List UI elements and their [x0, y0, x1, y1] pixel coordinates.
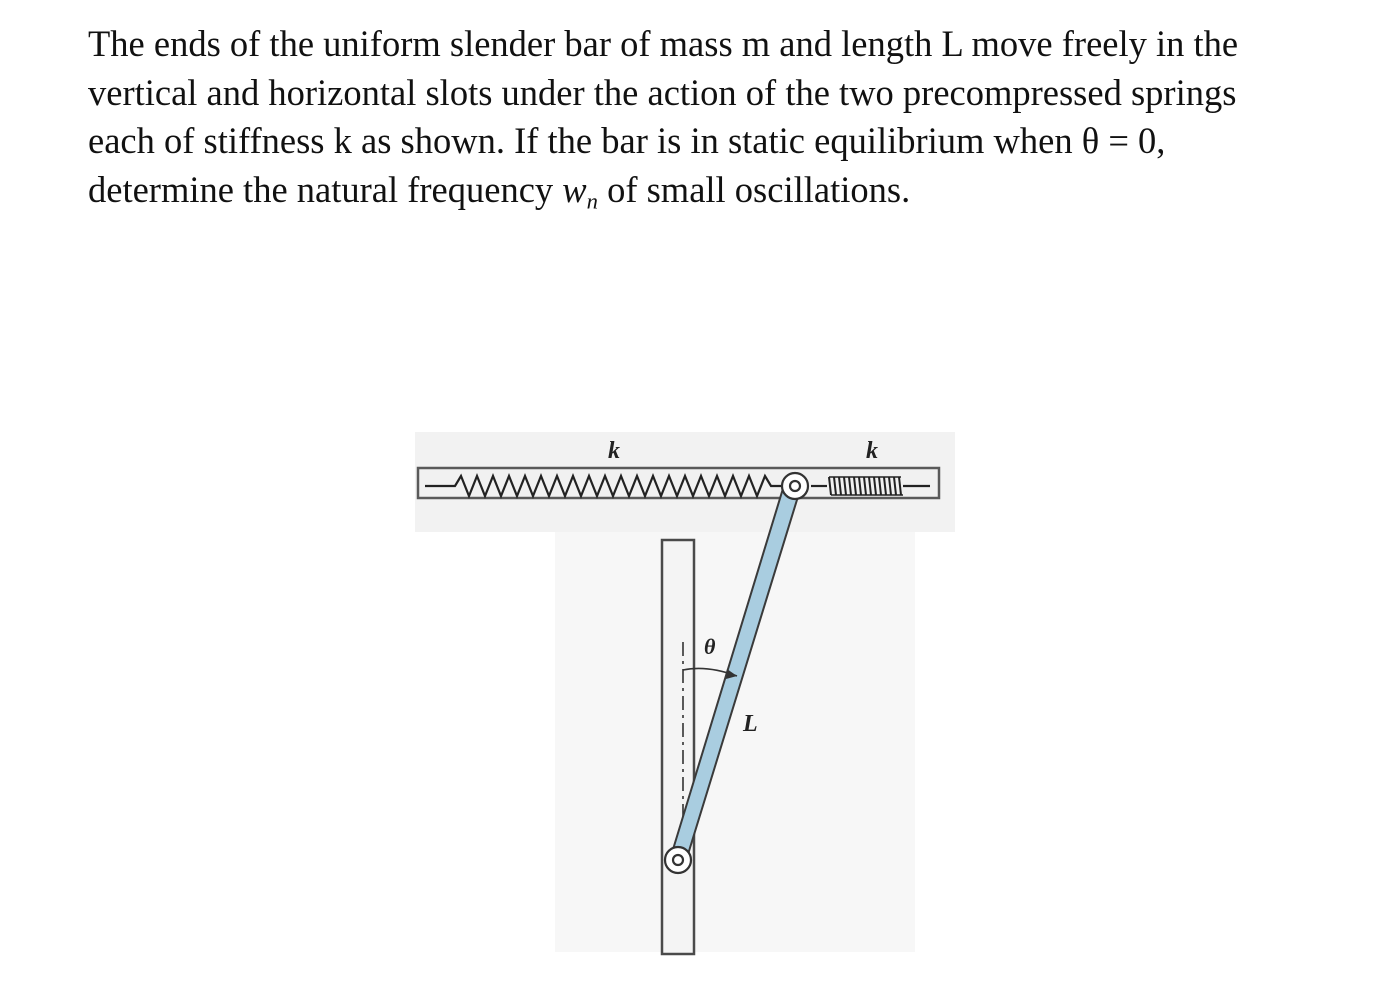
problem-line-4-start: determine the natural frequency: [88, 168, 563, 210]
problem-statement: [88, 20, 1348, 214]
mechanism-figure: [415, 432, 955, 956]
natural-frequency-symbol: [562, 168, 598, 213]
problem-line-4: [88, 166, 1348, 215]
problem-line-1: The ends of the uniform slender bar of mass m and length L move freely in the: [88, 23, 1239, 64]
problem-line-3: each of stiffness k as shown. If the bar is in static equilibrium when θ = 0,: [88, 120, 1166, 161]
angle-label: θ: [704, 634, 716, 659]
mechanism-diagram: [415, 432, 955, 956]
bottom-pin-inner: [673, 855, 683, 865]
natural-frequency-w: w: [562, 168, 587, 210]
top-pin-inner: [790, 481, 800, 491]
vertical-slot: [662, 540, 694, 954]
length-label: L: [743, 711, 758, 737]
left-spring-label: k: [608, 438, 620, 464]
right-spring-label: k: [866, 438, 878, 464]
problem-line-2: vertical and horizontal slots under the action of the two precompressed springs: [88, 71, 1237, 113]
background-shade-lower: [555, 532, 915, 952]
problem-line-4-end: of small oscillations.: [597, 168, 911, 210]
natural-frequency-subscript: n: [586, 187, 598, 213]
